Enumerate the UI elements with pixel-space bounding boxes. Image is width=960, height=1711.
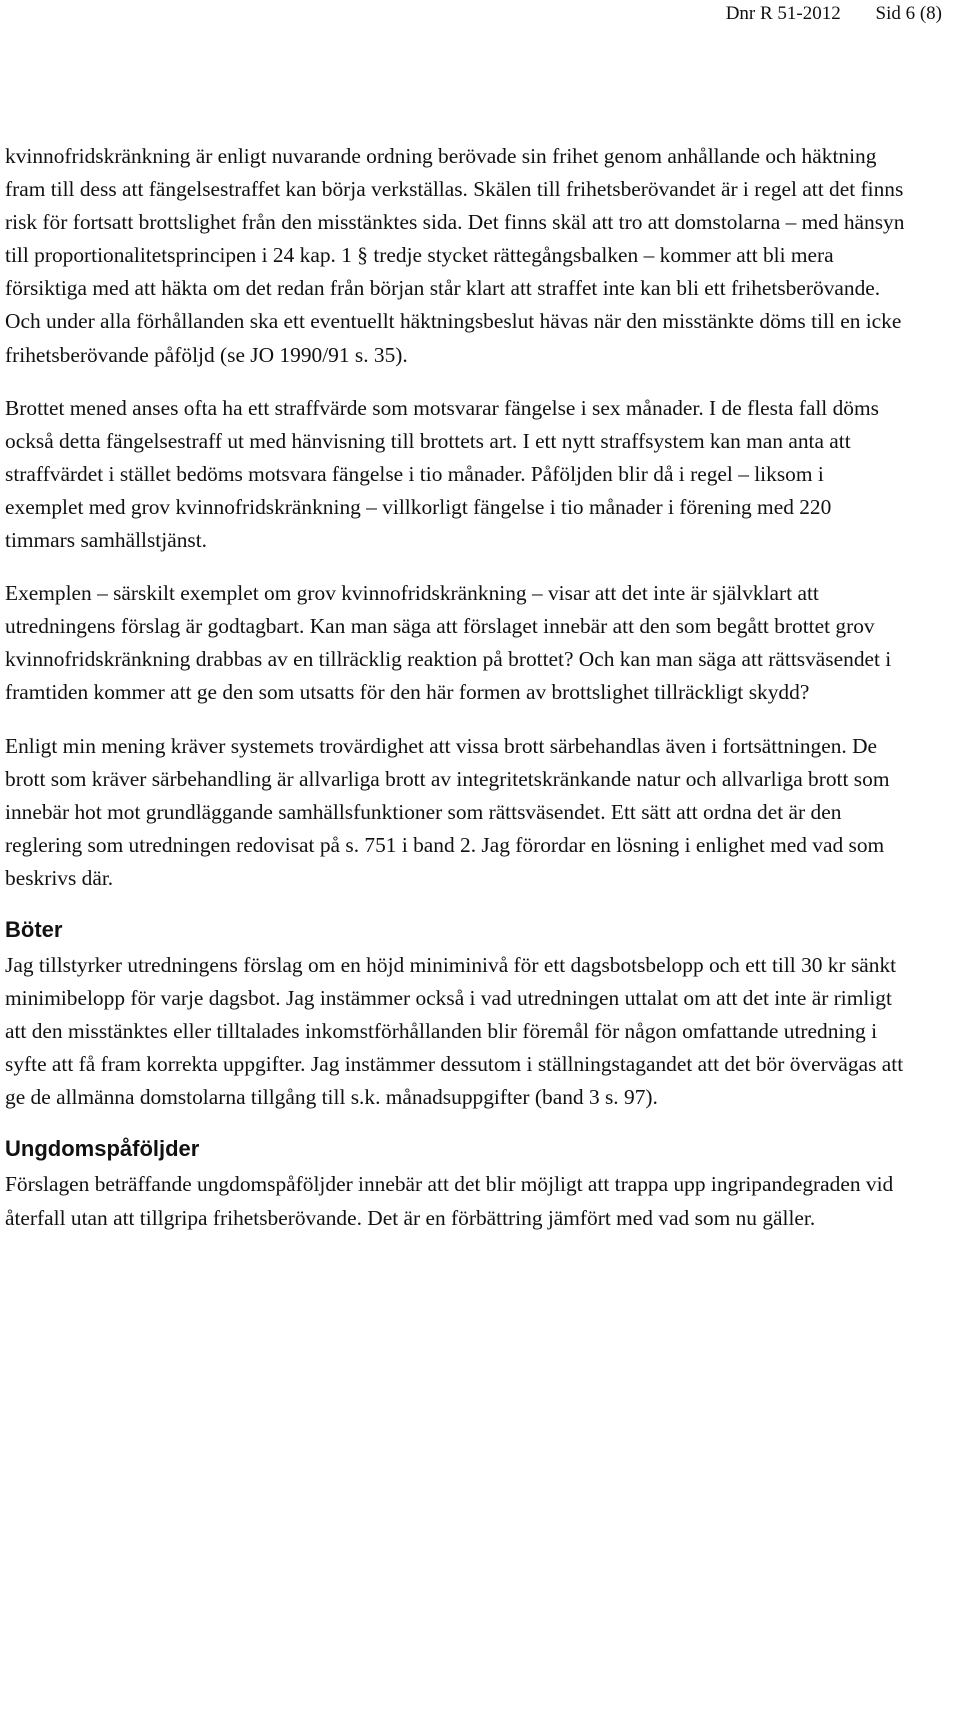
paragraph: Brottet mened anses ofta ha ett straffvärde som motsvarar fängelse i sex månader. I de flesta fall döms också detta fängelsestraff ut med hänvisning till brottets art. I ett nytt straffsystem kan man anta att straffvärdet i stället bedöms motsvara fängelse i tio månader. Påföljden blir då i regel – liksom i exemplet med grov kvinnofridskränkning – villkorligt fängelse i tio månader i förening med 220 timmars samhällstjänst. bbox=[5, 395, 879, 553]
document-number: Dnr R 51-2012 bbox=[725, 3, 841, 24]
document-body bbox=[5, 140, 905, 1255]
paragraph: kvinnofridskränkning är enligt nuvarande ordning berövade sin frihet genom anhållande och häktning fram till dess att fängelsestraffet kan börja verkställas. Skälen till frihetsberövandet är i regel att det finns risk för fortsatt brottslighet från den misstänktes sida. Det finns skäl att tro att domstolarna – med hänsyn till proportionalitetsprincipen i 24 kap. 1 § tredje stycket rättegångsbalken – kommer att bli mera försiktiga med att häkta om det redan från början står klart att straffet inte kan bli ett frihetsberövande. Och under alla förhållanden ska ett eventuellt häktningsbeslut hävas när den misstänkte döms till en icke frihetsberövande påföljd (se JO 1990/91 s. 35). bbox=[5, 144, 905, 367]
section-heading-boter: Böter bbox=[5, 916, 63, 942]
paragraph: Jag tillstyrker utredningens förslag om en höjd miniminivå för ett dagsbotsbelopp och ett till 30 kr sänkt minimibelopp för varje dagsbot. Jag instämmer också i vad utredningen uttalat om att det inte är rimligt att den misstänktes eller tilltalades inkomstförhållanden blir föremål för någon omfattande utredning i syfte att få fram korrekta uppgifter. Jag instämmer dessutom i ställningstagandet att det bör övervägas att ge de allmänna domstolarna tillgång till s.k. månadsuppgifter (band 3 s. 97). bbox=[5, 952, 904, 1110]
page-number: Sid 6 (8) bbox=[875, 3, 942, 24]
paragraph: Exemplen – särskilt exemplet om grov kvinnofridskränkning – visar att det inte är självklart att utredningens förslag är godtagbart. Kan man säga att förslaget innebär att den som begått brottet grov kvinnofridskränkning drabbas av en tillräcklig reaktion på brottet? Och kan man säga att rättsväsendet i framtiden kommer att ge den som utsatts för den här formen av brottslighet tillräckligt skydd? bbox=[5, 581, 892, 705]
section-heading-ungdomspafoljder: Ungdomspåföljder bbox=[5, 1136, 200, 1162]
paragraph: Förslagen beträffande ungdomspåföljder innebär att det blir möjligt att trappa upp ingripandegraden vid återfall utan att tillgripa frihetsberövande. Det är en förbättring jämfört med vad som nu gäller. bbox=[5, 1172, 894, 1230]
paragraph: Enligt min mening kräver systemets trovärdighet att vissa brott särbehandlas även i fortsättningen. De brott som kräver särbehandling är allvarliga brott av integritetskränkande natur och allvarliga brott som innebär hot mot grundläggande samhällsfunktioner som rättsväsendet. Ett sätt att ordna det är den reglering som utredningen redovisat på s. 751 i band 2. Jag förordar en lösning i enlighet med vad som beskrivs där. bbox=[5, 733, 890, 890]
page-header bbox=[726, 0, 942, 28]
